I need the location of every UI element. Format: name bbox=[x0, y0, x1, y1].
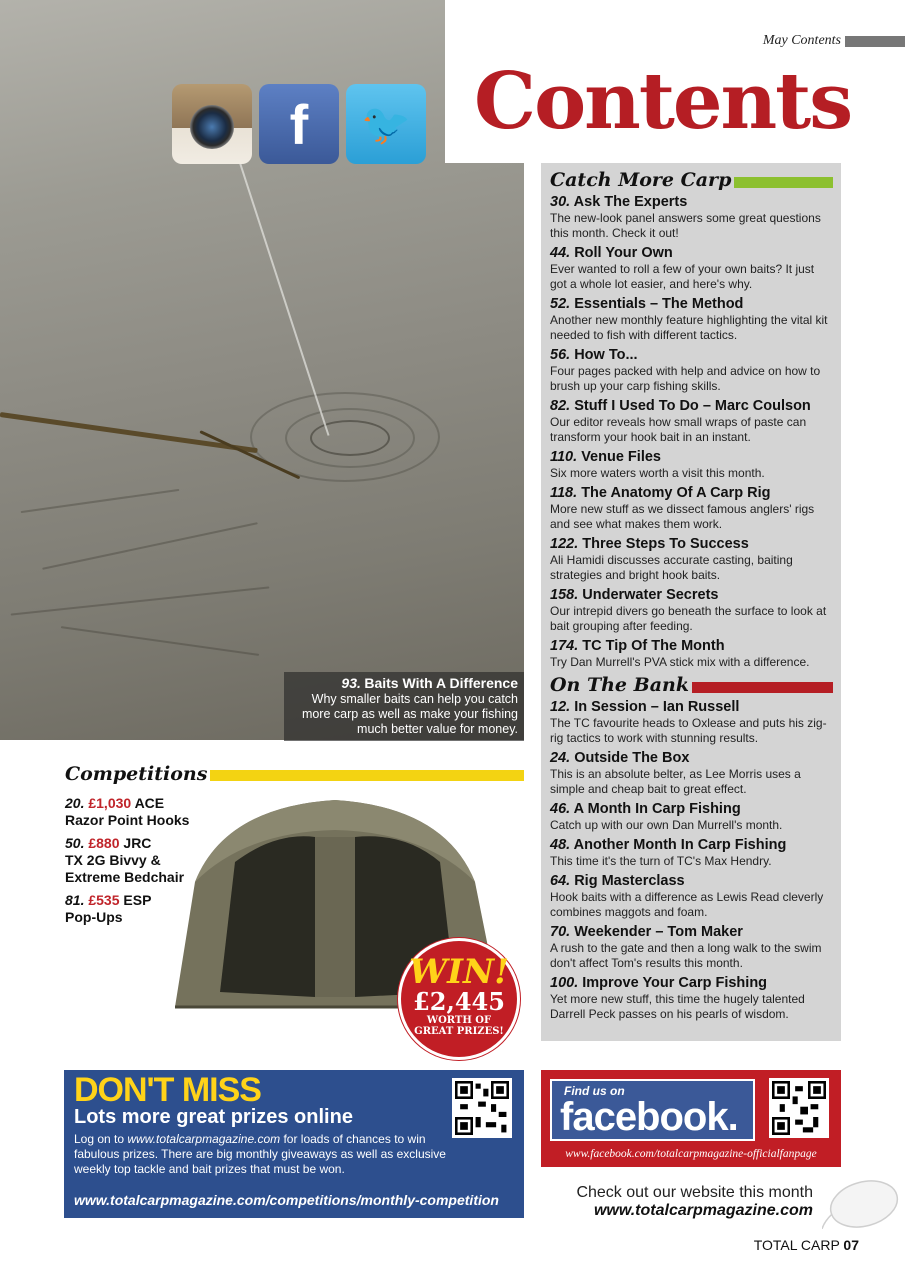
entry-description: This time it's the turn of TC's Max Hendry. bbox=[550, 854, 772, 868]
competition-price: £535 bbox=[88, 892, 120, 908]
entry-title: Rig Masterclass bbox=[574, 873, 685, 889]
contents-entry[interactable] bbox=[550, 638, 833, 670]
competition-brand: JRC bbox=[123, 835, 152, 851]
entry-description: Hook baits with a difference as Lewis Read cleverly combines maggots and foam. bbox=[550, 890, 824, 919]
entry-page-number: 12. bbox=[550, 699, 571, 715]
instagram-icon[interactable] bbox=[172, 84, 252, 164]
section-bar bbox=[692, 682, 833, 693]
win-amount: £2,445 bbox=[413, 987, 505, 1016]
entry-title: Ask The Experts bbox=[573, 194, 688, 210]
page-number: 07 bbox=[843, 1237, 859, 1253]
entry-heading bbox=[550, 638, 833, 655]
contents-entry[interactable] bbox=[550, 449, 833, 481]
photo-caption bbox=[284, 672, 524, 741]
competition-price: £1,030 bbox=[88, 795, 132, 811]
competition-prize-line: TX 2G Bivvy & bbox=[65, 852, 161, 868]
win-badge bbox=[398, 938, 520, 1060]
fishing-line bbox=[238, 159, 330, 435]
entry-title: Outside The Box bbox=[574, 750, 690, 766]
entry-heading bbox=[550, 801, 833, 818]
wave bbox=[61, 626, 259, 656]
dont-miss-title: DON'T MISS bbox=[74, 1071, 261, 1109]
win-line1: WORTH OF bbox=[426, 1015, 492, 1026]
kicker-bar bbox=[845, 36, 905, 47]
entry-heading bbox=[550, 975, 833, 992]
competitions-url[interactable]: www.totalcarpmagazine.com/competitions/monthly-competition bbox=[74, 1192, 499, 1208]
entry-page-number: 122. bbox=[550, 536, 579, 552]
entry-title: A Month In Carp Fishing bbox=[573, 801, 741, 817]
contents-entry[interactable] bbox=[550, 975, 833, 1022]
facebook-glyph: f bbox=[289, 92, 309, 156]
contents-entry[interactable] bbox=[550, 750, 833, 797]
find-us-text: Find us on bbox=[564, 1084, 625, 1098]
entry-page-number: 158. bbox=[550, 587, 579, 603]
entry-page-number: 118. bbox=[550, 485, 578, 501]
entry-heading bbox=[550, 699, 833, 716]
entry-title: Stuff I Used To Do – Marc Coulson bbox=[574, 398, 811, 414]
competition-page-number: 20. bbox=[65, 795, 85, 811]
entry-title: Underwater Secrets bbox=[582, 587, 719, 603]
section-bar bbox=[734, 177, 833, 188]
contents-entry[interactable] bbox=[550, 924, 833, 971]
contents-column bbox=[541, 163, 841, 1041]
entry-heading bbox=[550, 924, 833, 941]
entry-description: Ali Hamidi discusses accurate casting, baiting strategies and bright hook baits. bbox=[550, 553, 793, 582]
entry-heading bbox=[550, 245, 833, 262]
entry-heading bbox=[550, 347, 833, 364]
page-title: Contents bbox=[474, 56, 852, 147]
magazine-name: TOTAL CARP bbox=[753, 1237, 840, 1253]
competition-prize-line: Extreme Bedchair bbox=[65, 869, 185, 885]
facebook-box bbox=[541, 1070, 841, 1167]
entry-page-number: 56. bbox=[550, 347, 571, 363]
competitions-bar bbox=[210, 770, 524, 781]
entry-description: Ever wanted to roll a few of your own baits? It just got a whole lot easier, and here's why. bbox=[550, 262, 815, 291]
qr-pattern bbox=[772, 1081, 826, 1135]
entry-heading bbox=[550, 398, 833, 415]
qr-code[interactable] bbox=[452, 1078, 512, 1138]
facebook-url[interactable]: www.facebook.com/totalcarpmagazine-officialfanpage bbox=[565, 1148, 817, 1160]
competition-page-number: 81. bbox=[65, 892, 85, 908]
kicker-text: May Contents bbox=[762, 33, 841, 48]
entry-description: More new stuff as we dissect famous anglers' rigs and see what makes them work. bbox=[550, 502, 815, 531]
competition-prize-line: Pop-Ups bbox=[65, 909, 123, 925]
facebook-qr-code[interactable] bbox=[769, 1078, 829, 1138]
body-post: for loads of chances to win fabulous prizes. There are big monthly giveaways as well as exclusive weekly top tackle and bait prizes that must be won. bbox=[74, 1132, 446, 1176]
section-header bbox=[550, 169, 833, 191]
entry-title: Improve Your Carp Fishing bbox=[582, 975, 768, 991]
facebook-icon[interactable] bbox=[259, 84, 339, 164]
twitter-glyph: 🐦 bbox=[361, 102, 411, 147]
landing-net-pole bbox=[0, 412, 258, 453]
entry-page-number: 110. bbox=[550, 449, 578, 465]
competition-brand: ACE bbox=[134, 795, 165, 811]
contents-entry[interactable] bbox=[550, 485, 833, 532]
website-promo bbox=[541, 1184, 813, 1220]
ripple bbox=[310, 420, 390, 456]
caption-title: Baits With A Difference bbox=[364, 675, 518, 691]
entry-heading bbox=[550, 750, 833, 767]
qr-pattern bbox=[455, 1081, 509, 1135]
contents-entry[interactable] bbox=[550, 801, 833, 833]
facebook-wordmark: facebook. bbox=[560, 1095, 738, 1139]
entry-title: In Session – Ian Russell bbox=[574, 699, 740, 715]
contents-entry[interactable] bbox=[550, 347, 833, 394]
entry-title: Three Steps To Success bbox=[582, 536, 749, 552]
entry-title: Weekender – Tom Maker bbox=[574, 924, 743, 940]
entry-title: Essentials – The Method bbox=[574, 296, 744, 312]
entry-description: Try Dan Murrell's PVA stick mix with a difference. bbox=[550, 655, 810, 669]
wave bbox=[11, 586, 270, 615]
entry-page-number: 46. bbox=[550, 801, 571, 817]
facebook-logo[interactable] bbox=[550, 1079, 755, 1141]
wave bbox=[21, 489, 180, 513]
entry-description: Six more waters worth a visit this month. bbox=[550, 466, 765, 480]
body-url[interactable]: www.totalcarpmagazine.com bbox=[127, 1132, 281, 1146]
entry-heading bbox=[550, 536, 833, 553]
competition-page-number: 50. bbox=[65, 835, 85, 851]
entry-description: Our editor reveals how small wraps of paste can transform your hook bait in an instant. bbox=[550, 415, 807, 444]
entry-title: The Anatomy Of A Carp Rig bbox=[581, 485, 771, 501]
section-header bbox=[550, 674, 833, 696]
wave bbox=[42, 522, 258, 570]
entry-title: Venue Files bbox=[581, 449, 661, 465]
website-line1: Check out our website this month bbox=[576, 1184, 813, 1201]
entry-description: Another new monthly feature highlighting the vital kit needed to fish with different tactics. bbox=[550, 313, 828, 342]
website-url[interactable]: www.totalcarpmagazine.com bbox=[593, 1202, 813, 1219]
page-folio bbox=[754, 1237, 859, 1253]
entry-heading bbox=[550, 587, 833, 604]
entry-heading bbox=[550, 485, 833, 502]
caption-number: 93. bbox=[341, 675, 361, 691]
entry-heading bbox=[550, 873, 833, 890]
entry-page-number: 48. bbox=[550, 837, 571, 853]
entry-page-number: 44. bbox=[550, 245, 571, 261]
contents-entry[interactable] bbox=[550, 587, 833, 634]
caption-text: Why smaller baits can help you catch more carp as well as make your fishing much better value for money. bbox=[301, 692, 518, 736]
entry-heading bbox=[550, 449, 833, 466]
contents-entry[interactable] bbox=[550, 837, 833, 869]
entry-page-number: 70. bbox=[550, 924, 571, 940]
competitions-header bbox=[65, 763, 524, 785]
entry-description: A rush to the gate and then a long walk to the swim don't affect Tom's results this month. bbox=[550, 941, 822, 970]
entry-page-number: 64. bbox=[550, 873, 571, 889]
entry-description: The TC favourite heads to Oxlease and puts his zig-rig tactics to work with stunning results. bbox=[550, 716, 827, 745]
competitions-title: Competitions bbox=[65, 763, 208, 785]
dont-miss-subtitle: Lots more great prizes online bbox=[74, 1106, 353, 1128]
entry-page-number: 174. bbox=[550, 638, 579, 654]
entry-heading bbox=[550, 194, 833, 211]
competition-prize-line: Razor Point Hooks bbox=[65, 812, 190, 828]
contents-entry[interactable] bbox=[550, 194, 833, 241]
entry-description: This is an absolute belter, as Lee Morris uses a simple and cheap bait to great effect. bbox=[550, 767, 801, 796]
twitter-icon[interactable] bbox=[346, 84, 426, 164]
section-title: On The Bank bbox=[550, 674, 689, 696]
entry-page-number: 24. bbox=[550, 750, 571, 766]
entry-title: Another Month In Carp Fishing bbox=[573, 837, 787, 853]
camera-lens bbox=[190, 105, 234, 149]
entry-page-number: 30. bbox=[550, 194, 571, 210]
win-text: WIN! bbox=[408, 952, 510, 992]
entry-heading bbox=[550, 837, 833, 854]
entry-heading bbox=[550, 296, 833, 313]
win-line2: GREAT PRIZES! bbox=[414, 1026, 504, 1037]
contents-entry[interactable] bbox=[550, 398, 833, 445]
contents-entry[interactable] bbox=[550, 245, 833, 292]
competition-brand: ESP bbox=[123, 892, 152, 908]
entry-page-number: 82. bbox=[550, 398, 571, 414]
entry-description: Yet more new stuff, this time the hugely talented Darrell Peck passes on his pearls of wisdom. bbox=[550, 992, 805, 1021]
entry-description: Four pages packed with help and advice on how to brush up your carp fishing skills. bbox=[550, 364, 821, 393]
entry-description: Our intrepid divers go beneath the surface to look at bait grouping after feeding. bbox=[550, 604, 827, 633]
contents-entry[interactable] bbox=[550, 873, 833, 920]
entry-title: How To... bbox=[574, 347, 638, 363]
section-kicker bbox=[763, 33, 905, 49]
contents-entry[interactable] bbox=[550, 296, 833, 343]
entry-page-number: 100. bbox=[550, 975, 579, 991]
dont-miss-box bbox=[64, 1070, 524, 1218]
entry-title: TC Tip Of The Month bbox=[582, 638, 725, 654]
contents-entry[interactable] bbox=[550, 699, 833, 746]
entry-title: Roll Your Own bbox=[574, 245, 673, 261]
entry-page-number: 52. bbox=[550, 296, 571, 312]
mouse-icon bbox=[822, 1174, 900, 1229]
entry-description: The new-look panel answers some great questions this month. Check it out! bbox=[550, 211, 821, 240]
body-pre: Log on to bbox=[74, 1132, 128, 1146]
contents-entry[interactable] bbox=[550, 536, 833, 583]
entry-description: Catch up with our own Dan Murrell's month. bbox=[550, 818, 783, 832]
competition-price: £880 bbox=[88, 835, 120, 851]
dont-miss-body bbox=[74, 1132, 454, 1177]
section-title: Catch More Carp bbox=[550, 169, 732, 191]
